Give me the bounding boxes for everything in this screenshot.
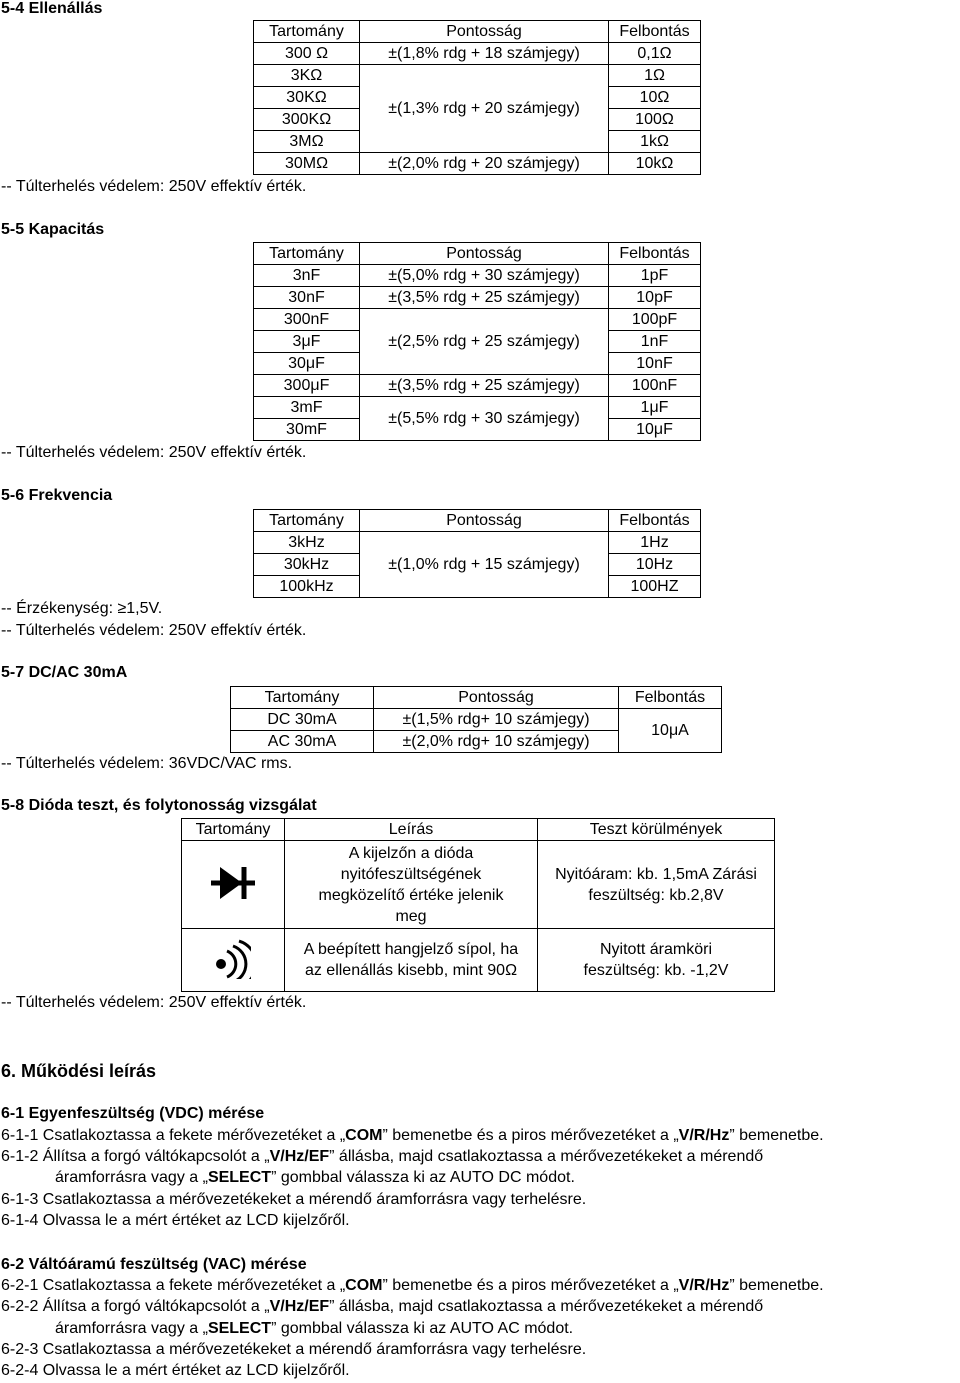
subsection-heading-6-2: 6-2 Váltóáramú feszültség (VAC) mérése [1, 1256, 307, 1273]
sensitivity-note: -- Érzékenység: ≥1,5V. [1, 600, 163, 617]
table-row [254, 397, 701, 419]
range-cell: 3kHz [254, 532, 360, 554]
header-cell: Tartomány [231, 687, 374, 709]
accuracy-cell: ±(1,8% rdg + 18 számjegy) [360, 43, 609, 65]
range-cell: 30μF [254, 353, 360, 375]
range-cell: 30mF [254, 419, 360, 441]
step-6-2-2: 6-2-2 Állítsa a forgó váltókapcsolót a „V/Hz/EF” állásba, majd csatlakoztassa a mérővezetékeket a mérendő [1, 1298, 764, 1315]
range-cell: 300nF [254, 309, 360, 331]
header-cell: Tartomány [182, 819, 285, 841]
diode-icon [211, 863, 255, 903]
header-cell: Leírás [285, 819, 538, 841]
section-heading-5-6: 5-6 Frekvencia [1, 487, 113, 504]
header-cell: Felbontás [619, 687, 722, 709]
description-cell: A kijelzőn a dióda nyitófeszültségének megközelítő értéke jelenik meg [285, 841, 538, 929]
range-cell: AC 30mA [231, 731, 374, 753]
resolution-cell: 100nF [609, 375, 701, 397]
range-cell: 3mF [254, 397, 360, 419]
table-row [182, 841, 775, 929]
header-cell: Felbontás [609, 510, 701, 532]
accuracy-cell: ±(3,5% rdg + 25 számjegy) [360, 375, 609, 397]
table-header-row [254, 243, 701, 265]
resolution-cell: 1Ω [609, 65, 701, 87]
table-row [254, 532, 701, 554]
accuracy-cell: ±(1,3% rdg + 20 számjegy) [360, 65, 609, 153]
resolution-cell: 10kΩ [609, 153, 701, 175]
accuracy-cell: ±(1,0% rdg + 15 számjegy) [360, 532, 609, 598]
accuracy-cell: ±(5,0% rdg + 30 számjegy) [360, 265, 609, 287]
resolution-cell: 1nF [609, 331, 701, 353]
header-cell: Pontosság [374, 687, 619, 709]
table-row [254, 287, 701, 309]
header-cell: Pontosság [360, 510, 609, 532]
header-cell: Tartomány [254, 510, 360, 532]
header-cell: Tartomány [254, 21, 360, 43]
step-6-2-4: 6-2-4 Olvassa le a mért értéket az LCD kijelzőről. [1, 1362, 350, 1379]
range-cell: 30kHz [254, 554, 360, 576]
resolution-cell: 10μA [619, 709, 722, 753]
conditions-cell: Nyitott áramköri feszültség: kb. -1,2V [538, 929, 775, 992]
current-table [230, 686, 722, 753]
range-cell [182, 929, 285, 992]
section-heading-5-5: 5-5 Kapacitás [1, 221, 105, 238]
description-cell: A beépített hangjelző sípol, ha az ellenállás kisebb, mint 90Ω [285, 929, 538, 992]
range-cell: 30KΩ [254, 87, 360, 109]
accuracy-cell: ±(1,5% rdg+ 10 számjegy) [374, 709, 619, 731]
table-row [254, 65, 701, 87]
resolution-cell: 1Hz [609, 532, 701, 554]
range-cell [182, 841, 285, 929]
table-header-row [254, 510, 701, 532]
section-heading-5-4: 5-4 Ellenállás [1, 0, 103, 17]
table-row [254, 375, 701, 397]
range-cell: 100kHz [254, 576, 360, 598]
table-row [231, 709, 722, 731]
resolution-cell: 100Ω [609, 109, 701, 131]
resolution-cell: 10Hz [609, 554, 701, 576]
range-cell: 30MΩ [254, 153, 360, 175]
step-6-1-4: 6-1-4 Olvassa le a mért értéket az LCD kijelzőről. [1, 1212, 350, 1229]
accuracy-cell: ±(2,0% rdg+ 10 számjegy) [374, 731, 619, 753]
frequency-table [253, 509, 701, 598]
overload-note: -- Túlterhelés védelem: 250V effektív érték. [1, 444, 307, 461]
resolution-cell: 0,1Ω [609, 43, 701, 65]
section-heading-5-7: 5-7 DC/AC 30mA [1, 664, 128, 681]
table-header-row [254, 21, 701, 43]
resolution-cell: 1μF [609, 397, 701, 419]
overload-note: -- Túlterhelés védelem: 36VDC/VAC rms. [1, 755, 293, 772]
accuracy-cell: ±(3,5% rdg + 25 számjegy) [360, 287, 609, 309]
step-6-1-1: 6-1-1 Csatlakoztassa a fekete mérővezetéket a „COM” bemenetbe és a piros mérővezetéket a „V/R/Hz” bemenetbe. [1, 1127, 824, 1144]
table-row [254, 153, 701, 175]
table-row [254, 309, 701, 331]
section-heading-6: 6. Működési leírás [1, 1061, 157, 1081]
range-cell: 3MΩ [254, 131, 360, 153]
resolution-cell: 1kΩ [609, 131, 701, 153]
step-6-2-2-cont: áramforrásra vagy a „SELECT” gombbal válassza ki az AUTO AC módot. [55, 1320, 574, 1337]
resistance-table [253, 20, 701, 175]
range-cell: 3KΩ [254, 65, 360, 87]
header-cell: Felbontás [609, 21, 701, 43]
resolution-cell: 10pF [609, 287, 701, 309]
step-6-2-1: 6-2-1 Csatlakoztassa a fekete mérővezetéket a „COM” bemenetbe és a piros mérővezetéket a „V/R/Hz” bemenetbe. [1, 1277, 824, 1294]
resolution-cell: 1pF [609, 265, 701, 287]
resolution-cell: 10Ω [609, 87, 701, 109]
subsection-heading-6-1: 6-1 Egyenfeszültség (VDC) mérése [1, 1105, 265, 1122]
accuracy-cell: ±(2,5% rdg + 25 számjegy) [360, 309, 609, 375]
range-cell: 3nF [254, 265, 360, 287]
resolution-cell: 10nF [609, 353, 701, 375]
range-cell: 300μF [254, 375, 360, 397]
range-cell: 3μF [254, 331, 360, 353]
overload-note: -- Túlterhelés védelem: 250V effektív érték. [1, 994, 307, 1011]
range-cell: 300 Ω [254, 43, 360, 65]
table-row [254, 43, 701, 65]
table-header-row [182, 819, 775, 841]
header-cell: Felbontás [609, 243, 701, 265]
range-cell: 300KΩ [254, 109, 360, 131]
resolution-cell: 10μF [609, 419, 701, 441]
resolution-cell: 100pF [609, 309, 701, 331]
range-cell: DC 30mA [231, 709, 374, 731]
table-header-row [231, 687, 722, 709]
section-heading-5-8: 5-8 Dióda teszt, és folytonosság vizsgálat [1, 797, 317, 814]
range-cell: 30nF [254, 287, 360, 309]
step-6-1-3: 6-1-3 Csatlakoztassa a mérővezetékeket a mérendő áramforrásra vagy terhelésre. [1, 1191, 587, 1208]
step-6-1-2: 6-1-2 Állítsa a forgó váltókapcsolót a „V/Hz/EF” állásba, majd csatlakoztassa a mérővezetékeket a mérendő [1, 1148, 764, 1165]
table-row [182, 929, 775, 992]
header-cell: Pontosság [360, 21, 609, 43]
header-cell: Teszt körülmények [538, 819, 775, 841]
table-row [254, 265, 701, 287]
conditions-cell: Nyitóáram: kb. 1,5mA Zárási feszültség: kb.2,8V [538, 841, 775, 929]
header-cell: Tartomány [254, 243, 360, 265]
diode-continuity-table [181, 818, 775, 992]
step-6-1-2-cont: áramforrásra vagy a „SELECT” gombbal válassza ki az AUTO DC módot. [55, 1169, 575, 1186]
overload-note: -- Túlterhelés védelem: 250V effektív érték. [1, 178, 307, 195]
capacitance-table [253, 242, 701, 441]
overload-note: -- Túlterhelés védelem: 250V effektív érték. [1, 622, 307, 639]
step-6-2-3: 6-2-3 Csatlakoztassa a mérővezetékeket a mérendő áramforrásra vagy terhelésre. [1, 1341, 587, 1358]
header-cell: Pontosság [360, 243, 609, 265]
continuity-beeper-icon [215, 937, 251, 979]
accuracy-cell: ±(2,0% rdg + 20 számjegy) [360, 153, 609, 175]
resolution-cell: 100HZ [609, 576, 701, 598]
accuracy-cell: ±(5,5% rdg + 30 számjegy) [360, 397, 609, 441]
